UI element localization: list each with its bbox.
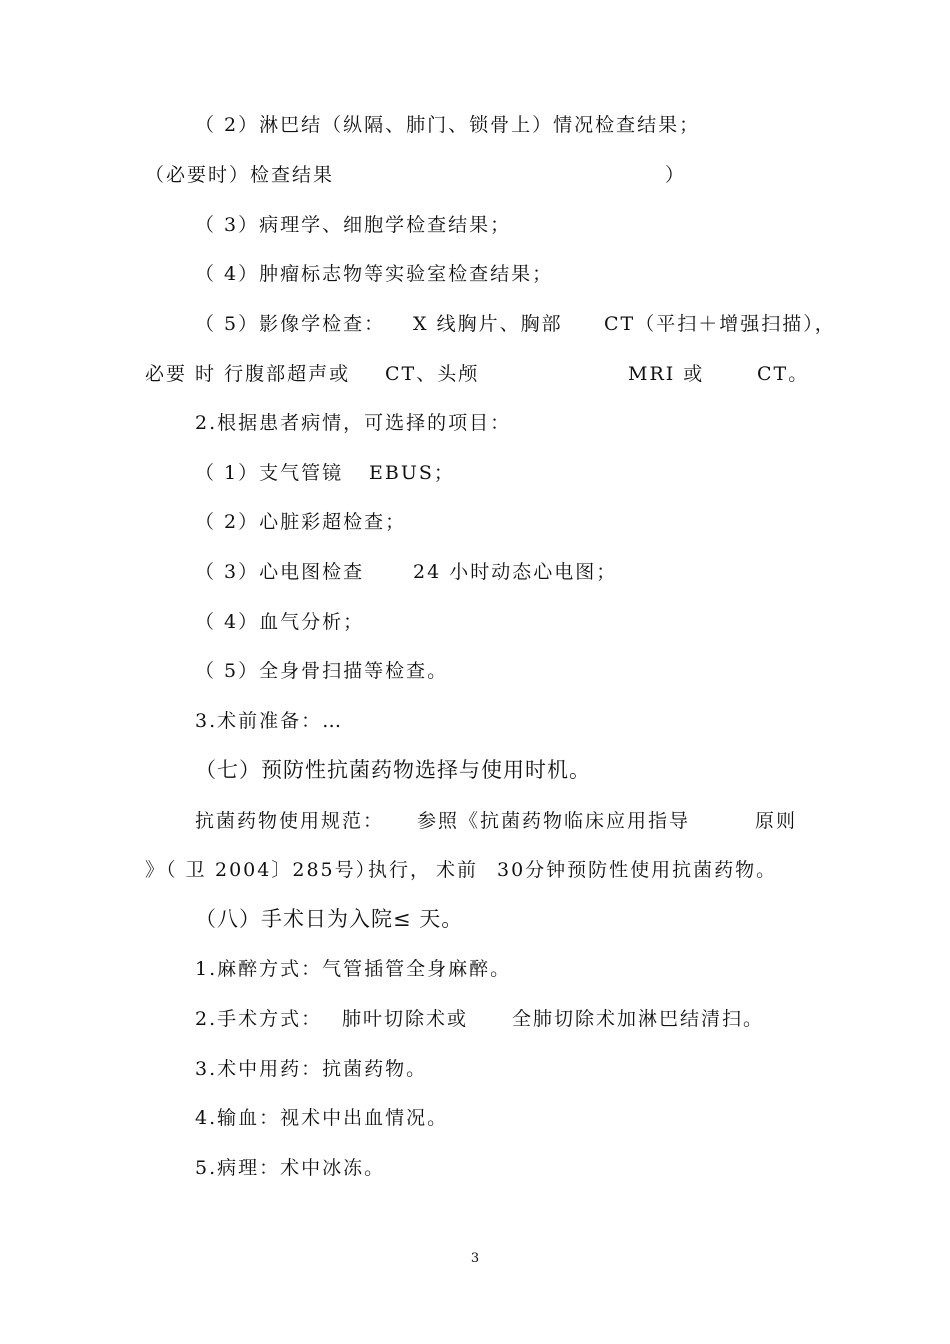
text-line xyxy=(0,259,950,289)
text-segment: 肺叶切除术或 xyxy=(342,1008,469,1030)
text-segment: 》（ 卫 xyxy=(145,859,207,881)
text-segment: （ 2）心脏彩超检查； xyxy=(195,511,407,533)
text-line xyxy=(0,110,950,140)
text-segment: （ 5）影像学检查： xyxy=(195,313,386,335)
text-line xyxy=(0,309,950,339)
text-segment: ） xyxy=(665,164,687,186)
text-segment: 必要 时 行腹部超声或 xyxy=(145,363,351,385)
heading-text: （七）预防性抗菌药物选择与使用时机。 xyxy=(195,758,591,782)
text-segment: 术前 xyxy=(436,859,479,881)
text-line xyxy=(0,706,950,736)
text-segment: （ 4）肿瘤标志物等实验室检查结果； xyxy=(195,263,554,285)
text-segment: 2.手术方式： xyxy=(195,1008,323,1030)
text-segment: 2004〕285号） xyxy=(215,859,377,881)
text-line xyxy=(0,557,950,587)
text-segment: CT（平扫＋增强扫描）， xyxy=(604,313,836,335)
text-segment: 24 小时动态心电图； xyxy=(413,561,618,583)
text-segment: 4.输血：视术中出血情况。 xyxy=(195,1107,449,1129)
text-segment: CT。 xyxy=(757,363,810,385)
text-segment: （ 2）淋巴结（纵隔、肺门、锁骨上）情况检查结果； xyxy=(195,114,701,136)
text-segment: 原则 xyxy=(755,810,798,832)
text-line xyxy=(0,656,950,686)
text-segment: 2.根据患者病情，可选择的项目： xyxy=(195,412,512,434)
text-segment: CT、头颅 xyxy=(385,363,480,385)
text-line xyxy=(0,1004,950,1034)
text-segment: EBUS； xyxy=(369,462,455,484)
text-segment: （ 4）血气分析； xyxy=(195,611,365,633)
text-segment: 3.术前准备：… xyxy=(195,710,344,732)
text-segment: 抗菌药物使用规范： xyxy=(195,810,385,832)
text-segment: （必要时）检查结果 xyxy=(145,164,335,186)
text-segment: 1.麻醉方式：气管插管全身麻醉。 xyxy=(195,958,512,980)
text-segment: 参照《抗菌药物临床应用指导 xyxy=(417,810,691,832)
text-line xyxy=(0,806,950,836)
text-line xyxy=(0,855,950,885)
text-line xyxy=(0,408,950,438)
text-line xyxy=(0,359,950,389)
text-line xyxy=(0,160,950,190)
text-segment: 3.术中用药：抗菌药物。 xyxy=(195,1058,428,1080)
text-segment: （ 5）全身骨扫描等检查。 xyxy=(195,660,449,682)
text-line xyxy=(0,1103,950,1133)
page-number: 3 xyxy=(470,1251,480,1266)
text-segment: （ 3）病理学、细胞学检查结果； xyxy=(195,214,512,236)
text-line xyxy=(0,458,950,488)
section-heading xyxy=(0,904,950,934)
text-line xyxy=(0,607,950,637)
text-segment: 全肺切除术加淋巴结清扫。 xyxy=(512,1008,765,1030)
text-segment: MRI 或 xyxy=(628,363,705,385)
text-line xyxy=(0,1153,950,1183)
text-segment: 30分钟预防性使用抗菌药物。 xyxy=(497,859,778,881)
text-line xyxy=(0,1054,950,1084)
text-line xyxy=(0,507,950,537)
heading-text: （八）手术日为入院≤ 天。 xyxy=(195,907,464,931)
text-segment: X 线胸片、胸部 xyxy=(413,313,563,335)
text-line xyxy=(0,210,950,240)
section-heading xyxy=(0,755,950,785)
text-segment: （ 1）支气管镜 xyxy=(195,462,344,484)
text-segment: 5.病理：术中冰冻。 xyxy=(195,1157,386,1179)
text-line xyxy=(0,954,950,984)
text-segment: 执行， xyxy=(368,859,432,881)
text-segment: （ 3）心电图检查 xyxy=(195,561,365,583)
